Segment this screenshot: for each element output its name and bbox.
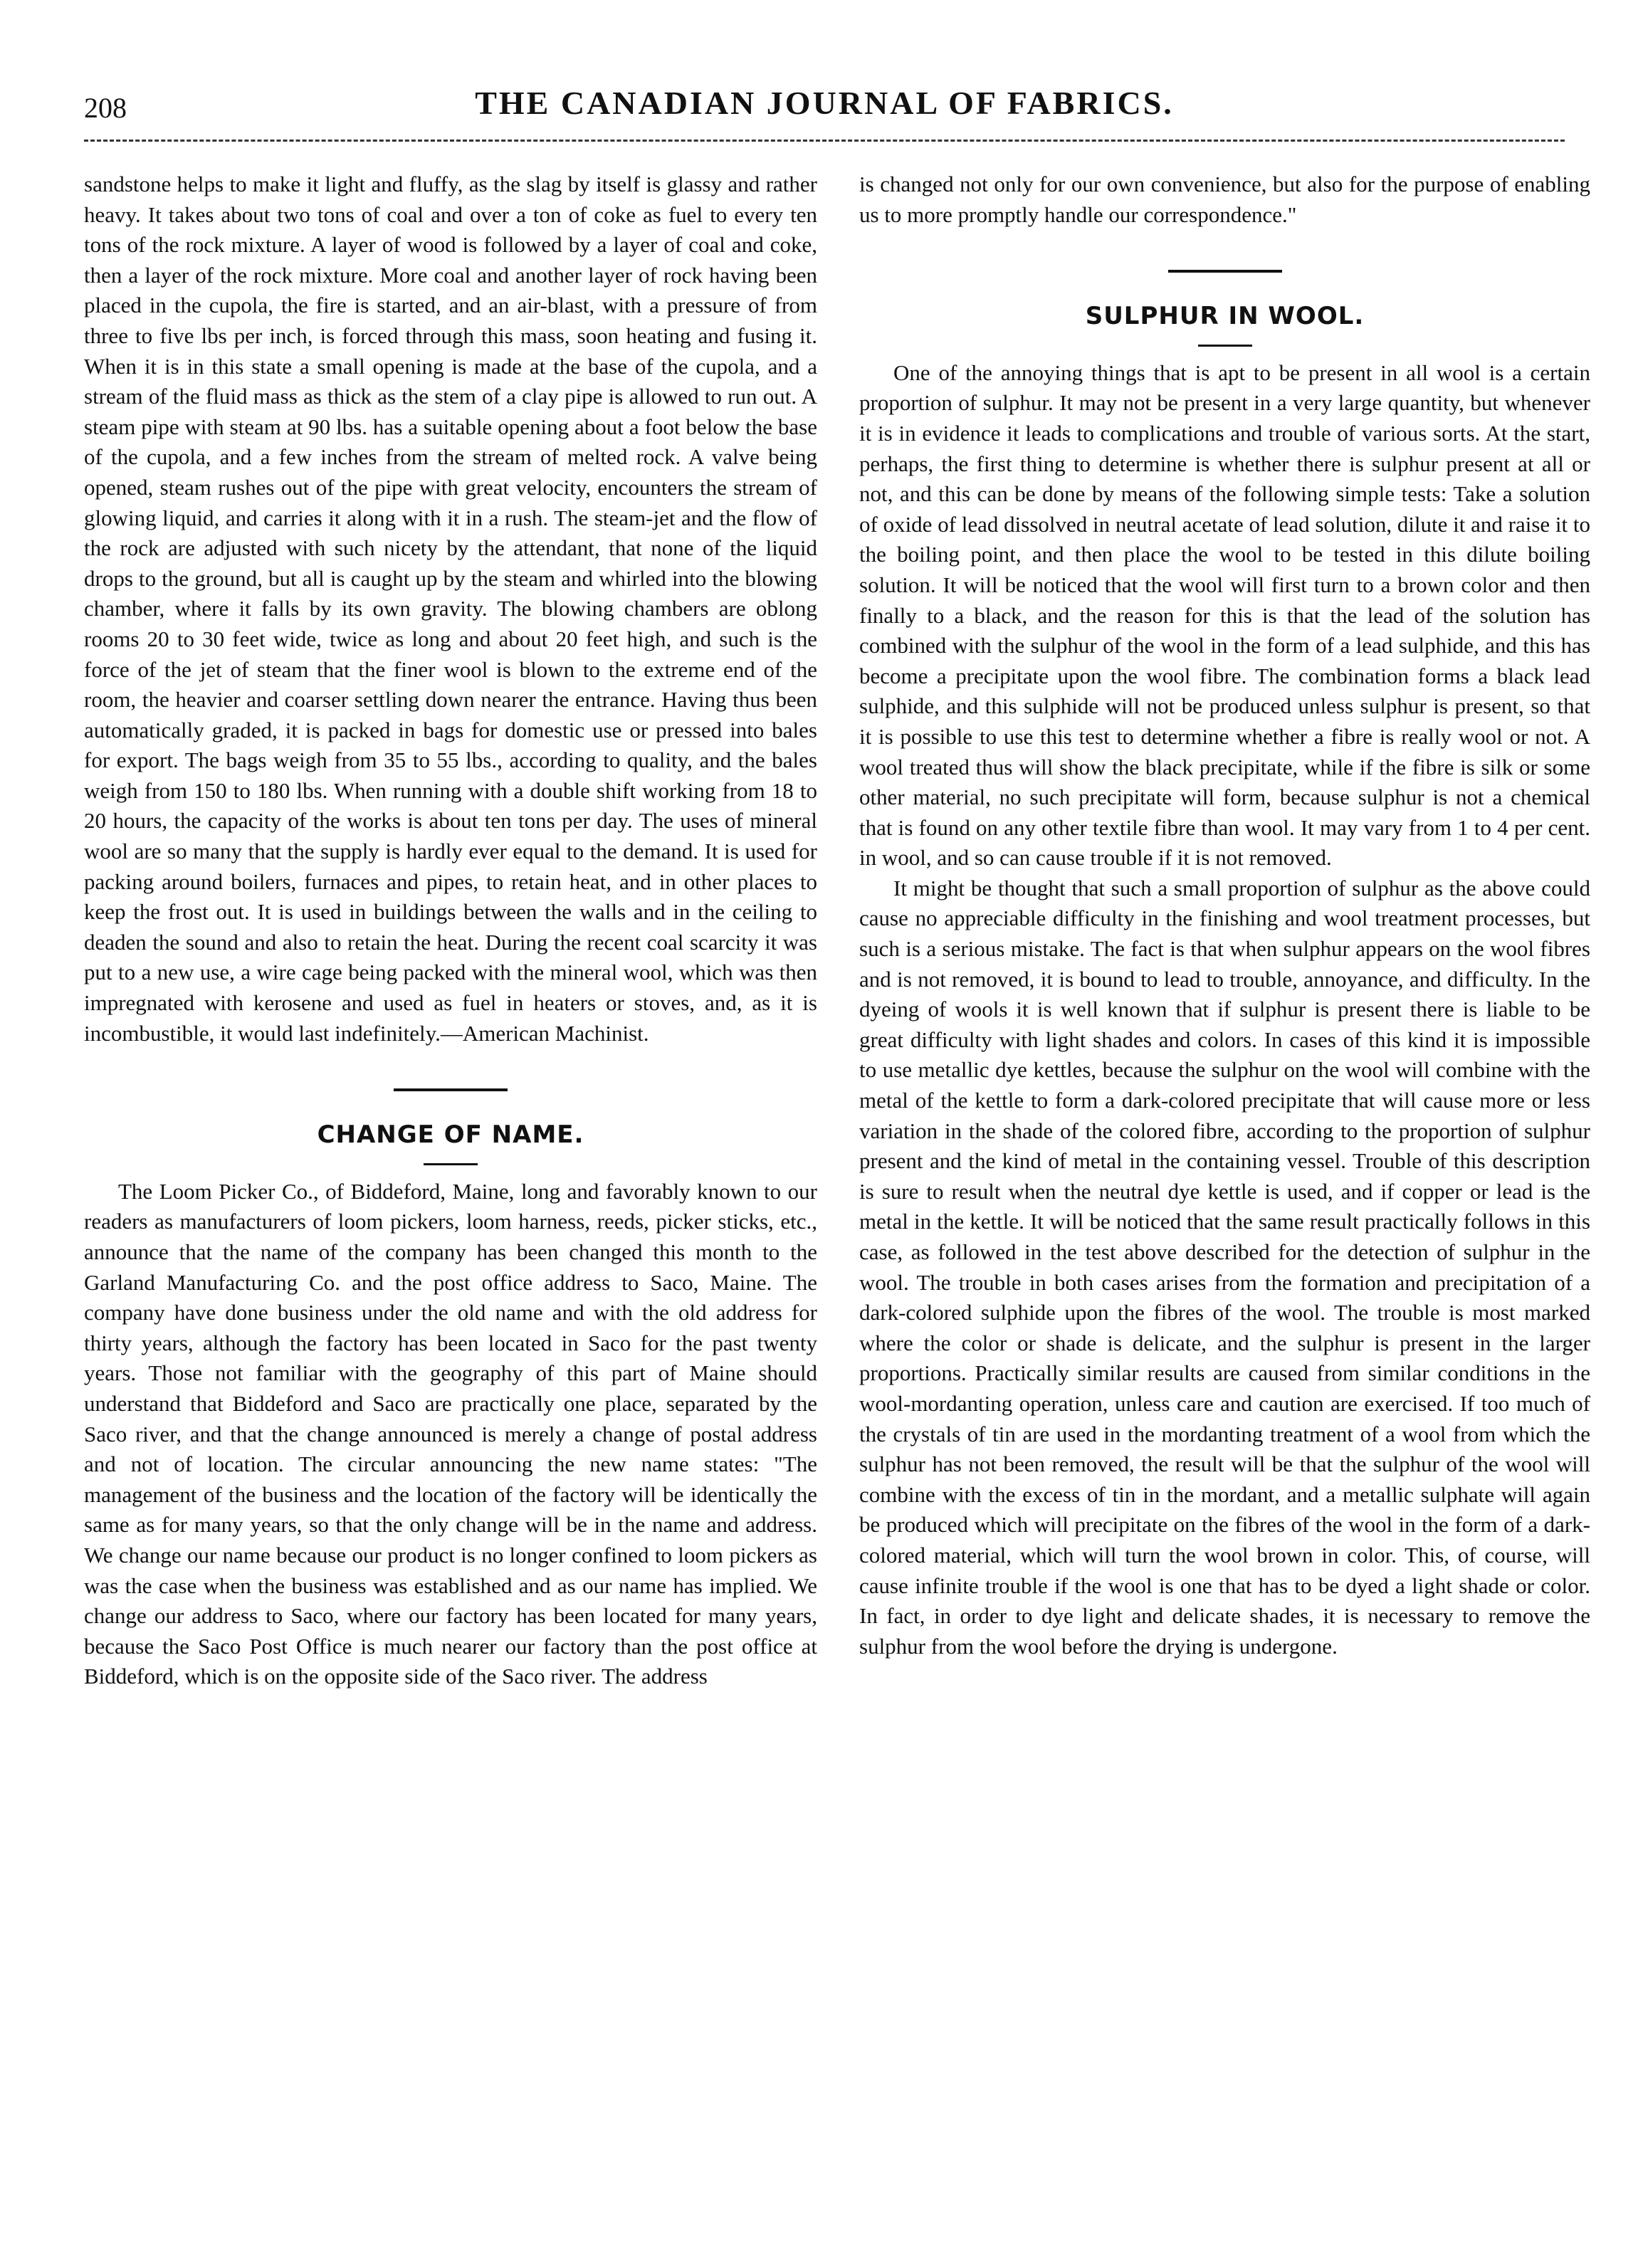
sulphur-in-wool-heading: SULPHUR IN WOOL. <box>1085 302 1365 331</box>
change-of-name-body: The Loom Picker Co., of Biddeford, Maine, long and favorably known to our readers as manufacturers of loom pickers, loom harness, reeds, picker sticks, etc., announce that the name of the company has been changed this month to the Garland Manufacturing Co. and the post office address to Saco, Maine. The company have done business under the old name and with the old address for thirty years, although the factory has been located in Saco for the past twenty years. Those not familiar with the geography of this part of Maine should understand that Biddeford and Saco are practically one place, separated by the Saco river, and that the change announced is merely a change of postal address and not of location. The circular announcing the new name states: "The management of the business and the location of the factory will be identically the same as for many years, so that the only change will be in the name and address. We change our name because our product is no longer confined to loom pickers as was the case when the business was established and as our name has implied. We change our address to Saco, where our factory has been located for many years, because the Saco Post Office is much nearer our factory than the post office at Biddeford, which is on the opposite side of the Saco river. The address <box>84 1178 817 1689</box>
header-rule <box>84 140 1565 142</box>
sulphur-paragraph-2: It might be thought that such a small proportion of sulphur as the above could cause no appreciable difficulty in the finishing and wool treatment processes, but such is a serious mistake. The fact is that when sulphur appears on the wool fibres and is not removed, it is bound to lead to trouble, annoyance, and difficulty. In the dyeing of wools it is well known that if sulphur is present there is liable to be great difficulty with light shades and colors. In cases of this kind it is impossible to use metallic dye kettles, because the sulphur on the wool will combine with the metal of the kettle to form a dark-colored precipitate that will cause more or less variation in the shade of the colored fibre, according to the proportion of sulphur present and the kind of metal in the containing vessel. Trouble of this description is sure to result when the neutral dye kettle is used, and if copper or lead is the metal in the kettle. It will be noticed that the same result practically follows in this case, as followed in the test above described for the detection of sulphur in the wool. The trouble in both cases arises from the formation and precipitation of a dark-colored sulphide upon the fibres of the wool. The trouble is most marked where the color or shade is delicate, and the sulphur is present in the larger proportions. Practically similar results are caused from similar conditions in the wool-mordanting operation, unless care and caution are exercised. If too much of the crystals of tin are used in the mordanting treatment of a wool from which the sulphur has not been removed, the result will be that the sulphur of the wool will combine with the excess of tin in the mordant, and a metallic sulphate will again be produced which will precipitate on the fibres of the wool in the form of a dark-colored material, which will turn the wool brown in color. This, of course, will cause infinite trouble if the wool is one that has to be dyed a light shade or color. In fact, in order to dye light and delicate shades, it is necessary to remove the sulphur from the wool before the drying is undergone. <box>859 875 1590 1659</box>
left-column <box>84 169 817 1692</box>
continued-article-text: sandstone helps to make it light and fluffy, as the slag by itself is glassy and rather heavy. It takes about two tons of coal and over a ton of coke as fuel to every ten tons of the rock mixture. A layer of wood is followed by a layer of coal and coke, then a layer of the rock mixture. More coal and another layer of rock having been placed in the cupola, the fire is started, and an air-blast, with a pressure of from three to five lbs per inch, is forced through this mass, soon heating and fusing it. When it is in this state a small opening is made at the base of the cupola, and a stream of the fluid mass as thick as the stem of a clay pipe is allowed to run out. A steam pipe with steam at 90 lbs. has a suitable opening about a foot below the base of the cupola, and a few inches from the stream of melted rock. A valve being opened, steam rushes out of the pipe with great velocity, encounters the stream of glowing liquid, and carries it along with it in a rush. The steam-jet and the flow of the rock are adjusted with such nicety by the attendant, that none of the liquid drops to the ground, but all is caught up by the steam and whirled into the blowing chamber, where it falls by its own gravity. The blowing chambers are oblong rooms 20 to 30 feet wide, twice as long and about 20 feet high, and such is the force of the jet of steam that the finer wool is blown to the extreme end of the room, the heavier and coarser settling down nearer the entrance. Having thus been automatically graded, it is packed in bags for domestic use or pressed into bales for export. The bags weigh from 35 to 55 lbs., according to quality, and the bales weigh from 150 to 180 lbs. When running with a double shift working from 18 to 20 hours, the capacity of the works is about ten tons per day. The uses of mineral wool are so many that the supply is hardly ever equal to the demand. It is used for packing around boilers, furnaces and pipes, to retain heat, and in other places to keep the frost out. It is used in buildings between the walls and in the ceiling to deaden the sound and also to retain the heat. During the recent coal scarcity it was put to a new use, a wire cage being packed with the mineral wool, which was then impregnated with kerosene and used as fuel in heaters or stoves, and, as it is incombustible, it would last indefinitely.—American Machinist. <box>84 172 817 1046</box>
right-column <box>859 169 1590 1661</box>
page-header <box>84 84 1565 127</box>
change-of-name-continued: is changed not only for our own convenience, but also for the purpose of enabling us to more promptly handle our correspondence." <box>859 172 1590 227</box>
heading-underline <box>1198 345 1252 347</box>
section-divider <box>1168 270 1282 273</box>
page-number: 208 <box>84 92 127 124</box>
heading-underline <box>424 1163 478 1165</box>
sulphur-paragraph-1: One of the annoying things that is apt to be present in all wool is a certain proportion of sulphur. It may not be present in a very large quantity, but whenever it is in evidence it leads to complications and trouble of various sorts. At the start, perhaps, the first thing to determine is whether there is sulphur present at all or not, and this can be done by means of the following simple tests: Take a solution of oxide of lead dissolved in neutral acetate of lead solution, dilute it and raise it to the boiling point, and then place the wool to be tested in this dilute boiling solution. It will be noticed that the wool will first turn to a brown color and then finally to a black, and the reason for this is that the lead of the solution has combined with the sulphur of the wool in the form of a lead sulphide, and this has become a precipitate upon the wool fibre. The combination forms a black lead sulphide, and this sulphide will not be produced unless sulphur is present, so that it is possible to use this test to determine whether a fibre is really wool or not. A wool treated thus will show the black precipitate, while if the fibre is silk or some other material, no such precipitate will form, because sulphur is not a chemical that is found on any other textile fibre than wool. It may vary from 1 to 4 per cent. in wool, and so can cause trouble if it is not removed. <box>859 359 1591 871</box>
change-of-name-heading: CHANGE OF NAME. <box>317 1120 584 1150</box>
section-divider <box>394 1088 508 1091</box>
journal-title: THE CANADIAN JOURNAL OF FABRICS. <box>475 85 1174 121</box>
